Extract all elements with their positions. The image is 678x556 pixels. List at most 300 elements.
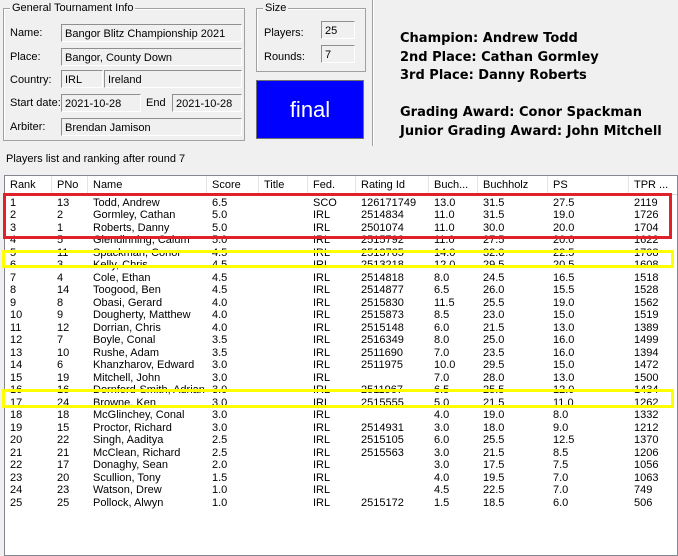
cell-score: 3.5 — [212, 346, 228, 359]
cell-fed: IRL — [313, 221, 331, 234]
cell-score: 4.5 — [212, 271, 228, 284]
cell-tpr: 1500 — [634, 371, 659, 384]
cell-rating-id: 2515563 — [361, 446, 404, 459]
cell-tpr: 1622 — [634, 234, 659, 246]
column-header-pno[interactable]: PNo — [52, 176, 88, 194]
cell-title — [259, 297, 308, 310]
start-date-field[interactable]: 2021-10-28 — [61, 94, 141, 112]
column-header-rating-id[interactable]: Rating Id — [356, 176, 429, 194]
cell-ps: 9.0 — [553, 421, 569, 434]
cell-score: 2.0 — [212, 459, 228, 471]
cell-rating-id — [356, 372, 429, 385]
cell-pno: 5 — [57, 234, 64, 246]
cell-tpr: 1389 — [634, 321, 659, 334]
cell-ps: 13.0 — [553, 371, 575, 384]
cell-score: 6.5 — [212, 196, 228, 209]
cell-fed: IRL — [313, 459, 331, 471]
cell-ps: 16.0 — [553, 346, 575, 359]
cell-rank: 20 — [10, 434, 23, 446]
cell-rank: 11 — [10, 321, 22, 334]
cell-rating-id — [356, 484, 429, 497]
cell-rank: 19 — [10, 421, 23, 434]
cell-title — [259, 322, 308, 335]
cell-fed: IRL — [313, 471, 331, 484]
cell-title — [259, 484, 308, 497]
cell-score: 1.0 — [212, 484, 228, 496]
cell-name: Gormley, Cathan — [93, 209, 176, 221]
cell-rank: 21 — [10, 446, 23, 459]
table-row[interactable] — [5, 197, 677, 210]
players-label: Players: — [264, 27, 304, 39]
table-row[interactable] — [5, 409, 677, 422]
cell-name: Kelly, Chris — [93, 259, 148, 271]
cell-tpr: 1394 — [634, 346, 659, 359]
table-row[interactable] — [5, 347, 677, 360]
cell-fed: IRL — [313, 284, 331, 296]
cell-ps: 7.0 — [553, 484, 569, 496]
cell-score: 3.0 — [212, 396, 228, 409]
cell-name: McGlinchey, Conal — [93, 409, 185, 421]
cell-ps: 19.0 — [553, 209, 575, 221]
table-row[interactable] — [5, 322, 677, 335]
cell-buchholz: 29.5 — [483, 359, 505, 371]
cell-name: Toogood, Ben — [93, 284, 161, 296]
cell-rating-id: 126171749 — [361, 196, 417, 209]
cell-tpr: 1472 — [634, 359, 659, 371]
cell-ps: 27.5 — [553, 196, 575, 209]
cell-rating-id: 2511967 — [361, 384, 404, 396]
cell-rank: 18 — [10, 409, 23, 421]
country-label: Country: — [10, 74, 52, 86]
cell-fed: IRL — [313, 296, 331, 309]
cell-title — [259, 422, 308, 435]
cell-fed: IRL — [313, 209, 331, 221]
cell-title — [259, 259, 308, 272]
cell-ps: 15.0 — [553, 359, 575, 371]
cell-rank: 4 — [10, 234, 17, 246]
cell-title — [259, 209, 308, 222]
cell-tpr: 2119 — [634, 196, 658, 209]
cell-buchholz: 21.5 — [483, 321, 505, 334]
cell-tpr: 1608 — [634, 259, 659, 271]
cell-rank: 5 — [10, 246, 17, 259]
cell-rating-id: 2514931 — [361, 421, 404, 434]
cell-ps: 15.0 — [553, 309, 575, 321]
cell-rating-id: 2515792 — [361, 234, 404, 246]
cell-pno: 12 — [57, 321, 70, 334]
award-champion: Champion: Andrew Todd — [400, 31, 578, 46]
cell-buch-cut: 8.5 — [434, 309, 450, 321]
cell-name: Singh, Aaditya — [93, 434, 164, 446]
cell-score: 4.5 — [212, 246, 228, 259]
cell-rank: 9 — [10, 296, 17, 309]
cell-buchholz: 25.5 — [483, 434, 505, 446]
end-date-field[interactable]: 2021-10-28 — [172, 94, 242, 112]
table-row[interactable] — [5, 484, 677, 497]
country-name-field[interactable]: Ireland — [104, 70, 242, 88]
cell-name: Todd, Andrew — [93, 196, 160, 209]
cell-buchholz: 25.5 — [483, 384, 505, 396]
cell-title — [259, 409, 308, 422]
cell-rank: 25 — [10, 496, 23, 509]
cell-buchholz: 18.0 — [483, 421, 505, 434]
table-row[interactable] — [5, 259, 677, 272]
cell-name: Watson, Drew — [93, 484, 162, 496]
cell-name: Scullion, Tony — [93, 471, 161, 484]
cell-rank: 10 — [10, 309, 23, 321]
table-row[interactable] — [5, 447, 677, 460]
cell-tpr: 1370 — [634, 434, 659, 446]
cell-score: 3.0 — [212, 359, 228, 371]
column-header-score[interactable]: Score — [207, 176, 259, 194]
cell-ps: 15.5 — [553, 284, 575, 296]
award-spacer — [400, 86, 662, 105]
cell-rating-id — [356, 409, 429, 422]
cell-pno: 20 — [57, 471, 70, 484]
cell-pno: 16 — [57, 384, 70, 396]
cell-score: 2.5 — [212, 434, 228, 446]
column-header-tpr[interactable]: TPR ... — [629, 176, 678, 194]
cell-name: McClean, Richard — [93, 446, 181, 459]
cell-buchholz: 30.0 — [483, 221, 505, 234]
table-row[interactable] — [5, 309, 677, 322]
cell-rank: 15 — [10, 371, 23, 384]
cell-pno: 21 — [57, 446, 70, 459]
award-grading: Grading Award: Conor Spackman — [400, 105, 642, 120]
cell-fed: IRL — [313, 259, 331, 271]
cell-tpr: 1499 — [634, 334, 659, 346]
cell-buchholz: 19.5 — [483, 471, 505, 484]
cell-name: Dougherty, Matthew — [93, 309, 191, 321]
table-row[interactable] — [5, 384, 677, 397]
cell-score: 3.0 — [212, 384, 228, 396]
column-header-title[interactable]: Title — [259, 176, 308, 194]
cell-rank: 14 — [10, 359, 23, 371]
cell-buchholz: 27.5 — [483, 234, 505, 246]
award-third-place: 3rd Place: Danny Roberts — [400, 68, 587, 83]
cell-score: 4.5 — [212, 259, 228, 271]
cell-title — [259, 372, 308, 385]
cell-tpr: 1726 — [634, 209, 659, 221]
column-header-rank[interactable]: Rank — [5, 176, 52, 194]
final-button[interactable]: final — [256, 80, 364, 139]
cell-fed: IRL — [313, 496, 331, 509]
tournament-info-title: General Tournament Info — [12, 2, 134, 14]
column-header-fed[interactable]: Fed. — [308, 176, 356, 194]
cell-buch-cut: 7.0 — [434, 371, 450, 384]
cell-buch-cut: 14.0 — [434, 246, 456, 259]
cell-score: 5.0 — [212, 221, 228, 234]
table-header — [5, 176, 677, 195]
cell-ps: 12.5 — [553, 434, 575, 446]
cell-buch-cut: 11.5 — [434, 296, 455, 309]
cell-buchholz: 31.5 — [483, 196, 505, 209]
cell-title — [259, 284, 308, 297]
cell-ps: 7.5 — [553, 459, 569, 471]
cell-title — [259, 384, 308, 397]
cell-score: 4.0 — [212, 296, 228, 309]
cell-title — [259, 309, 308, 322]
cell-name: Boyle, Conal — [93, 334, 156, 346]
cell-buch-cut: 11.0 — [434, 221, 455, 234]
cell-title — [259, 334, 308, 347]
cell-title — [259, 222, 308, 235]
cell-buch-cut: 6.5 — [434, 384, 450, 396]
cell-buchholz: 23.5 — [483, 346, 505, 359]
cell-name: Cole, Ethan — [93, 271, 151, 284]
cell-rating-id: 2515555 — [361, 396, 404, 409]
cell-title — [259, 359, 308, 372]
table-row[interactable] — [5, 359, 677, 372]
cell-fed: IRL — [313, 421, 331, 434]
table-row[interactable] — [5, 272, 677, 285]
cell-title — [259, 497, 308, 510]
cell-rating-id: 2513765 — [361, 246, 404, 259]
cell-ps: 16.5 — [553, 271, 575, 284]
cell-buch-cut: 6.0 — [434, 321, 450, 334]
cell-buch-cut: 12.0 — [434, 259, 456, 271]
cell-ps: 13.0 — [553, 321, 575, 334]
cell-fed: IRL — [313, 346, 331, 359]
cell-rank: 22 — [10, 459, 23, 471]
cell-rating-id: 2515172 — [361, 496, 404, 509]
cell-tpr: 749 — [634, 484, 653, 496]
country-code-field[interactable]: IRL — [61, 70, 103, 88]
cell-pno: 22 — [57, 434, 70, 446]
cell-tpr: 1434 — [634, 384, 659, 396]
cell-pno: 6 — [57, 359, 64, 371]
cell-tpr: 1528 — [634, 284, 659, 296]
column-header-name[interactable]: Name — [88, 176, 207, 194]
cell-rank: 3 — [10, 221, 17, 234]
cell-rank: 12 — [10, 334, 23, 346]
cell-buch-cut: 1.5 — [434, 496, 450, 509]
table-row[interactable] — [5, 459, 677, 472]
award-junior-grading: Junior Grading Award: John Mitchell — [400, 123, 662, 139]
cell-fed: IRL — [313, 409, 331, 421]
cell-pno: 24 — [57, 396, 70, 409]
cell-title — [259, 434, 308, 447]
cell-name: Obasi, Gerard — [93, 296, 163, 309]
cell-pno: 19 — [57, 371, 70, 384]
cell-tpr: 1262 — [634, 396, 659, 409]
cell-name: Donaghy, Sean — [93, 459, 169, 471]
cell-pno: 13 — [57, 196, 70, 209]
cell-ps: 12.0 — [553, 384, 575, 396]
cell-buchholz: 22.5 — [483, 484, 505, 496]
cell-fed: IRL — [313, 384, 331, 396]
cell-score: 4.0 — [212, 309, 228, 321]
table-row[interactable] — [5, 234, 677, 247]
cell-rank: 7 — [10, 271, 17, 284]
rounds-field[interactable]: 7 — [321, 45, 355, 63]
cell-score: 3.5 — [212, 334, 228, 346]
table-caption: Players list and ranking after round 7 — [6, 153, 186, 165]
cell-rating-id: 2514818 — [361, 271, 404, 284]
cell-buchholz: 31.5 — [483, 209, 505, 221]
cell-pno: 14 — [57, 284, 70, 296]
cell-rating-id: 2511975 — [361, 359, 404, 371]
table-row[interactable] — [5, 422, 677, 435]
cell-rank: 23 — [10, 471, 23, 484]
cell-rank: 17 — [10, 396, 23, 409]
cell-rank: 8 — [10, 284, 17, 296]
table-row[interactable] — [5, 397, 677, 410]
arbiter-field[interactable]: Brendan Jamison — [61, 118, 242, 136]
cell-buchholz: 26.0 — [483, 284, 505, 296]
cell-buchholz: 24.5 — [483, 271, 505, 284]
cell-rating-id: 2513218 — [361, 259, 404, 271]
cell-rating-id: 2501074 — [361, 221, 404, 234]
cell-pno: 8 — [57, 296, 64, 309]
cell-buch-cut: 5.0 — [434, 396, 450, 409]
cell-ps: 6.0 — [553, 496, 569, 509]
cell-name: Browne, Ken — [93, 396, 156, 409]
cell-score: 2.5 — [212, 446, 228, 459]
cell-name: Dornford-Smith, Adrian — [93, 384, 205, 396]
cell-fed: IRL — [313, 271, 331, 284]
cell-buchholz: 32.0 — [483, 246, 505, 259]
cell-fed: IRL — [313, 321, 331, 334]
cell-buch-cut: 3.0 — [434, 421, 450, 434]
cell-buch-cut: 4.5 — [434, 484, 450, 496]
cell-fed: IRL — [313, 396, 331, 409]
cell-ps: 20.0 — [553, 234, 575, 246]
cell-title — [259, 472, 308, 485]
place-label: Place: — [10, 51, 41, 63]
cell-title — [259, 272, 308, 285]
table-row[interactable] — [5, 284, 677, 297]
cell-pno: 7 — [57, 334, 64, 346]
cell-buch-cut: 4.0 — [434, 409, 450, 421]
column-header-ps[interactable]: PS — [548, 176, 629, 194]
cell-tpr: 1212 — [634, 421, 659, 434]
cell-name: Mitchell, John — [93, 371, 161, 384]
cell-fed: IRL — [313, 446, 331, 459]
cell-fed: IRL — [313, 484, 331, 496]
cell-buch-cut: 6.5 — [434, 284, 450, 296]
table-row[interactable] — [5, 372, 677, 385]
cell-name: Spackman, Conor — [93, 246, 182, 259]
cell-buchholz: 21.5 — [483, 396, 505, 409]
cell-rating-id: 2514834 — [361, 209, 404, 221]
cell-title — [259, 447, 308, 460]
cell-rating-id: 2515148 — [361, 321, 404, 334]
table-row[interactable] — [5, 209, 677, 222]
cell-ps: 22.5 — [553, 246, 575, 259]
cell-rating-id — [356, 472, 429, 485]
column-header-buch-cut[interactable]: Buch... — [429, 176, 478, 194]
cell-score: 1.5 — [212, 471, 228, 484]
players-table[interactable] — [4, 175, 678, 556]
cell-score: 3.0 — [212, 421, 228, 434]
panel-separator — [372, 0, 374, 146]
players-field[interactable]: 25 — [321, 21, 355, 39]
cell-buchholz: 19.0 — [483, 409, 505, 421]
cell-buchholz: 18.5 — [483, 496, 505, 509]
cell-ps: 11.0 — [553, 396, 574, 409]
cell-rating-id: 2511690 — [361, 346, 404, 359]
cell-pno: 15 — [57, 421, 70, 434]
cell-pno: 4 — [57, 271, 64, 284]
cell-ps: 20.0 — [553, 221, 575, 234]
cell-name: Khanzharov, Edward — [93, 359, 195, 371]
rounds-label: Rounds: — [264, 51, 305, 63]
cell-rating-id: 2515830 — [361, 296, 404, 309]
cell-name: Proctor, Richard — [93, 421, 172, 434]
cell-score: 4.0 — [212, 321, 228, 334]
name-field[interactable]: Bangor Blitz Championship 2021 — [61, 24, 242, 42]
cell-name: Rushe, Adam — [93, 346, 160, 359]
place-field[interactable]: Bangor, County Down — [61, 48, 242, 66]
cell-fed: IRL — [313, 246, 331, 259]
table-row[interactable] — [5, 434, 677, 447]
table-row[interactable] — [5, 247, 677, 260]
cell-score: 5.0 — [212, 234, 228, 246]
cell-tpr: 1704 — [634, 221, 659, 234]
cell-buchholz: 28.0 — [483, 371, 505, 384]
cell-rating-id: 2515873 — [361, 309, 404, 321]
table-row[interactable] — [5, 297, 677, 310]
cell-pno: 10 — [57, 346, 70, 359]
table-row[interactable] — [5, 497, 677, 510]
table-row[interactable] — [5, 334, 677, 347]
cell-ps: 20.5 — [553, 259, 575, 271]
cell-tpr: 1708 — [634, 246, 659, 259]
cell-buchholz: 29.5 — [483, 259, 505, 271]
cell-buch-cut: 10.0 — [434, 359, 456, 371]
cell-ps: 19.0 — [553, 296, 575, 309]
cell-rank: 16 — [10, 384, 23, 396]
cell-buchholz: 25.5 — [483, 296, 505, 309]
cell-pno: 18 — [57, 409, 70, 421]
cell-buch-cut: 13.0 — [434, 196, 456, 209]
cell-title — [259, 397, 308, 410]
size-title: Size — [265, 2, 287, 14]
cell-ps: 8.0 — [553, 409, 569, 421]
cell-title — [259, 247, 308, 260]
cell-pno: 11 — [57, 246, 69, 259]
award-second-place: 2nd Place: Cathan Gormley — [400, 49, 599, 65]
cell-tpr: 1332 — [634, 409, 659, 421]
cell-rank: 6 — [10, 259, 17, 271]
cell-rank: 13 — [10, 346, 23, 359]
cell-pno: 25 — [57, 496, 70, 509]
cell-buchholz: 25.0 — [483, 334, 505, 346]
cell-name: Dorrian, Chris — [93, 321, 161, 334]
cell-title — [259, 234, 308, 247]
cell-fed: IRL — [313, 359, 331, 371]
cell-fed: IRL — [313, 434, 331, 446]
cell-fed: IRL — [313, 309, 331, 321]
cell-score: 1.0 — [212, 496, 228, 509]
cell-tpr: 1063 — [634, 471, 659, 484]
cell-tpr: 1562 — [634, 296, 659, 309]
column-header-buchholz[interactable]: Buchholz — [478, 176, 548, 194]
cell-fed: IRL — [313, 234, 331, 246]
cell-score: 3.0 — [212, 371, 228, 384]
cell-tpr: 1519 — [634, 309, 659, 321]
table-row[interactable] — [5, 222, 677, 235]
cell-fed: SCO — [313, 196, 337, 209]
table-row[interactable] — [5, 472, 677, 485]
cell-buch-cut: 3.0 — [434, 446, 450, 459]
cell-buch-cut: 11.0 — [434, 209, 455, 221]
cell-name: Roberts, Danny — [93, 221, 170, 234]
cell-tpr: 1056 — [634, 459, 659, 471]
cell-tpr: 506 — [634, 496, 653, 509]
cell-buch-cut: 8.0 — [434, 271, 450, 284]
